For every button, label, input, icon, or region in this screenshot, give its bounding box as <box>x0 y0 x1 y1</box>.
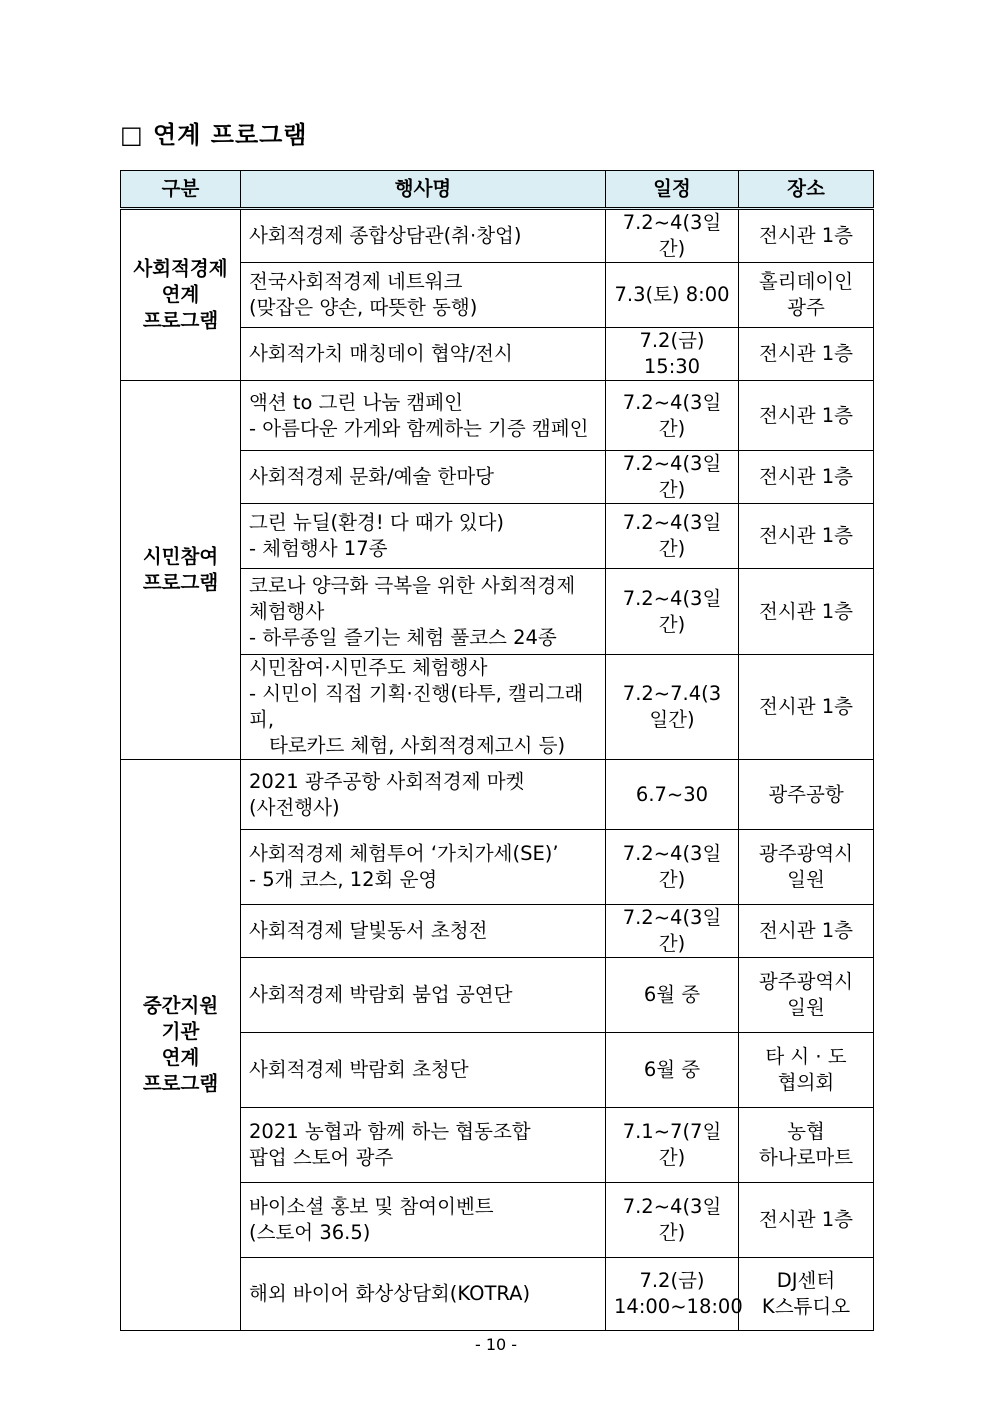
date-line: 7.2(금) 15:30 <box>639 329 705 378</box>
name-line: 사회적경제 달빛동서 초청전 <box>249 919 488 942</box>
date-line: 7.1~7(7일간) <box>622 1120 722 1169</box>
date-line: 7.2(금) <box>639 1269 705 1292</box>
event-name-cell <box>241 1108 606 1183</box>
place-line: 전시관 1층 <box>759 465 853 488</box>
date-line: 7.2~4(3일간) <box>622 390 722 440</box>
venue-cell <box>739 504 874 569</box>
event-name-cell <box>241 263 606 328</box>
event-name-cell <box>241 655 606 760</box>
name-line: 액션 to 그린 나눔 캠페인 <box>249 390 463 414</box>
category-line: 사회적경제 <box>133 257 228 280</box>
name-line: 사회적경제 박람회 붐업 공연단 <box>249 983 513 1006</box>
venue-cell <box>739 958 874 1033</box>
name-line: - 시민이 직접 기획·진행(타투, 캘리그래피, <box>249 682 584 731</box>
date-line: 6.7~30 <box>635 782 709 806</box>
event-name-cell <box>241 328 606 381</box>
venue-cell <box>739 830 874 905</box>
schedule-cell <box>606 760 739 830</box>
date-line: 6월 중 <box>643 983 701 1006</box>
schedule-cell <box>606 1183 739 1258</box>
category-line: 프로그램 <box>142 571 219 594</box>
event-name-cell <box>241 1183 606 1258</box>
schedule-cell <box>606 655 739 760</box>
name-line: 팝업 스토어 광주 <box>249 1146 394 1169</box>
place-line: 농협 <box>787 1120 825 1143</box>
place-line: 광주공항 <box>768 782 844 806</box>
schedule-cell <box>606 504 739 569</box>
header-schedule: 일정 <box>606 171 739 209</box>
schedule-cell <box>606 569 739 655</box>
place-line: 일원 <box>787 996 825 1019</box>
place-line: 일원 <box>787 868 825 891</box>
venue-cell <box>739 1258 874 1331</box>
date-line: 7.2~7.4(3일간) <box>622 682 722 731</box>
event-name-cell <box>241 958 606 1033</box>
category-line: 프로그램 <box>142 309 219 332</box>
schedule-cell <box>606 1258 743 1331</box>
category-line: 시민참여 <box>142 545 219 568</box>
table-row <box>121 209 874 263</box>
name-line: - 하루종일 즐기는 체험 풀코스 24종 <box>249 625 557 649</box>
place-line: 협의회 <box>777 1071 835 1094</box>
category-cell <box>121 381 241 760</box>
date-line: 6월 중 <box>643 1058 701 1081</box>
place-line: 전시관 1층 <box>759 919 853 942</box>
event-name-cell <box>241 569 606 655</box>
name-line: 코로나 양극화 극복을 위한 사회적경제 <box>249 573 576 597</box>
schedule-cell <box>606 1108 739 1183</box>
venue-cell <box>739 263 874 328</box>
event-name-cell <box>241 504 606 569</box>
date-line: 7.2~4(3일간) <box>622 586 722 636</box>
date-line: 7.2~4(3일간) <box>622 211 722 260</box>
place-line: 타 시 · 도 <box>765 1045 847 1068</box>
schedule-cell <box>606 958 739 1033</box>
venue-cell <box>739 1033 874 1108</box>
program-table <box>120 170 874 1331</box>
schedule-cell <box>606 451 739 504</box>
place-line: 홀리데이인 <box>758 270 854 293</box>
header-venue: 장소 <box>739 171 874 209</box>
venue-cell <box>739 1108 874 1183</box>
name-line: 사회적경제 종합상담관(취·창업) <box>249 224 522 247</box>
name-line: (스토어 36.5) <box>249 1221 371 1244</box>
event-name-cell <box>241 760 606 830</box>
name-line: 사회적경제 문화/예술 한마당 <box>249 465 495 488</box>
event-name-cell <box>241 1033 606 1108</box>
name-line: 해외 바이어 화상상담회(KOTRA) <box>249 1282 531 1305</box>
venue-cell <box>739 209 874 263</box>
event-name-cell <box>241 905 606 958</box>
page-number: - 10 - <box>474 1335 518 1354</box>
date-line: 7.2~4(3일간) <box>622 842 722 891</box>
category-cell <box>121 760 241 1331</box>
schedule-cell <box>606 209 739 263</box>
category-cell <box>121 209 241 381</box>
venue-cell <box>739 760 874 830</box>
place-line: DJ센터 <box>776 1269 836 1292</box>
name-line: - 아름다운 가게와 함께하는 기증 캠페인 <box>249 416 589 440</box>
schedule-cell <box>606 263 739 328</box>
place-line: 전시관 1층 <box>759 695 853 718</box>
name-line: 2021 광주공항 사회적경제 마켓 <box>249 769 525 793</box>
place-line: 광주광역시 <box>758 842 854 865</box>
date-line: 7.2~4(3일간) <box>622 1195 722 1244</box>
place-line: 전시관 1층 <box>759 403 853 427</box>
section-title: □ 연계 프로그램 <box>120 120 308 149</box>
venue-cell <box>739 451 874 504</box>
category-line: 연계 <box>161 283 200 306</box>
event-name-cell <box>241 451 606 504</box>
name-line: 2021 농협과 함께 하는 협동조합 <box>249 1120 531 1143</box>
schedule-cell <box>606 905 739 958</box>
date-line: 14:00~18:00 <box>614 1295 743 1318</box>
event-name-cell <box>241 209 606 263</box>
name-line: (맞잡은 양손, 따뜻한 동행) <box>249 296 478 319</box>
name-line: 사회적경제 박람회 초청단 <box>249 1058 469 1081</box>
place-line: 전시관 1층 <box>759 524 853 547</box>
category-line: 기관 <box>161 1020 200 1043</box>
schedule-cell <box>606 381 739 451</box>
table-body <box>121 209 874 1331</box>
venue-cell <box>739 569 874 655</box>
name-line: (사전행사) <box>249 795 340 819</box>
table-header-row <box>121 171 874 209</box>
table-row <box>121 381 874 451</box>
venue-cell <box>739 655 874 760</box>
name-line: - 체험행사 17종 <box>249 537 388 560</box>
place-line: 하나로마트 <box>758 1146 854 1169</box>
date-line: 7.2~4(3일간) <box>622 452 722 501</box>
table-row <box>121 760 874 830</box>
schedule-cell <box>606 1033 739 1108</box>
place-line: 전시관 1층 <box>759 224 853 247</box>
category-line: 중간지원 <box>142 994 219 1017</box>
date-line: 7.3(토) 8:00 <box>614 283 730 306</box>
header-event-name: 행사명 <box>241 171 606 209</box>
name-line: 타로카드 체험, 사회적경제고시 등) <box>269 734 566 757</box>
venue-cell <box>739 328 874 381</box>
name-line: 그린 뉴딜(환경! 다 때가 있다) <box>249 511 505 534</box>
venue-cell <box>739 381 874 451</box>
name-line: 사회적가치 매칭데이 협약/전시 <box>249 342 513 365</box>
schedule-cell <box>606 830 739 905</box>
event-name-cell <box>241 1258 606 1331</box>
name-line: 사회적경제 체험투어 ‘가치가세(SE)’ <box>249 842 559 865</box>
place-line: K스튜디오 <box>761 1295 851 1318</box>
place-line: 전시관 1층 <box>759 599 853 623</box>
name-line: 전국사회적경제 네트워크 <box>249 270 463 293</box>
place-line: 전시관 1층 <box>759 1208 853 1231</box>
venue-cell <box>739 1183 874 1258</box>
date-line: 7.2~4(3일간) <box>622 511 722 560</box>
name-line: 바이소셜 홍보 및 참여이벤트 <box>249 1195 494 1218</box>
category-line: 프로그램 <box>142 1072 219 1095</box>
place-line: 전시관 1층 <box>759 342 853 365</box>
venue-cell <box>739 905 874 958</box>
header-category: 구분 <box>121 171 241 209</box>
place-line: 광주광역시 <box>758 970 854 993</box>
event-name-cell <box>241 830 606 905</box>
name-line: - 5개 코스, 12회 운영 <box>249 868 438 891</box>
event-name-cell <box>241 381 606 451</box>
place-line: 광주 <box>787 296 825 319</box>
name-line: 체험행사 <box>249 599 325 623</box>
schedule-cell <box>606 328 739 381</box>
date-line: 7.2~4(3일간) <box>622 906 722 955</box>
name-line: 시민참여·시민주도 체험행사 <box>249 656 488 679</box>
category-line: 연계 <box>161 1046 200 1069</box>
